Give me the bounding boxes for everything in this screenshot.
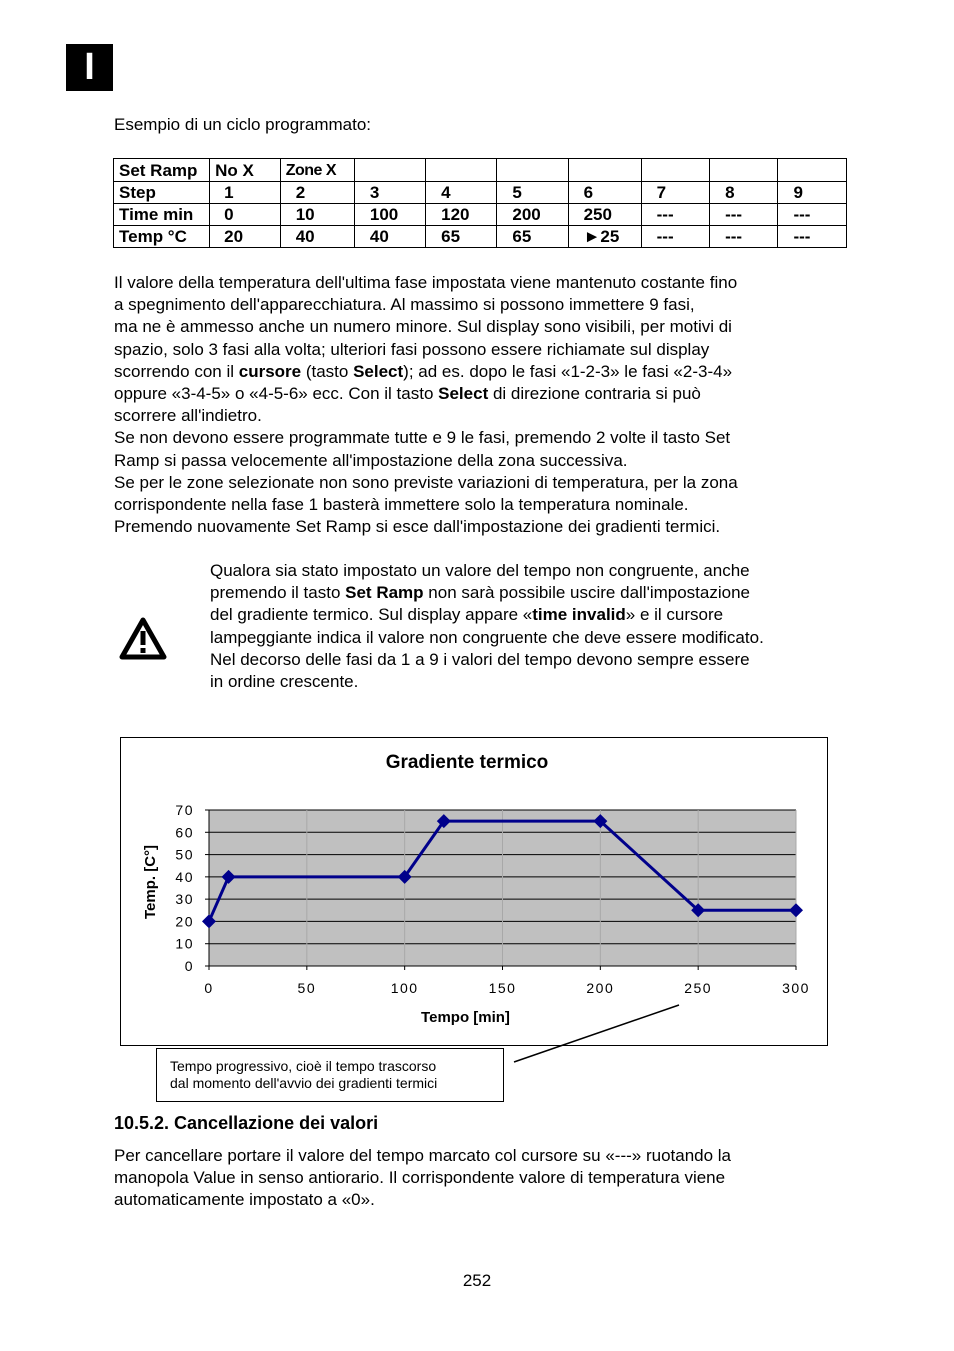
table-cell: 100 xyxy=(354,204,425,226)
table-cell: 250 xyxy=(568,204,641,226)
table-cell: 20 xyxy=(210,226,281,248)
text-run: scorrendo con il xyxy=(114,361,239,381)
table-cell: Time min xyxy=(114,204,210,226)
table-cell: 40 xyxy=(354,226,425,248)
table-cell xyxy=(280,159,354,182)
table-cell: 1 xyxy=(210,182,281,204)
table-cell: 40 xyxy=(280,226,354,248)
table-cell: 6 xyxy=(568,182,641,204)
intro-text: Esempio di un ciclo programmato: xyxy=(114,115,372,134)
text-line: Premendo nuovamente Set Ramp si esce dall'impostazione dei gradienti termici. xyxy=(114,517,721,537)
y-tick-label: 0 xyxy=(184,958,194,974)
text-line xyxy=(210,604,850,626)
text-line: scorrere all'indietro. xyxy=(114,406,262,426)
text-line: in ordine crescente. xyxy=(210,672,359,692)
table-cell: 10 xyxy=(280,204,354,226)
x-tick-label: 300 xyxy=(782,980,810,996)
text-run: ); ad es. dopo le fasi «1-2-3» le fasi «2-3-4» xyxy=(403,361,733,381)
line-chart xyxy=(121,738,827,1045)
table-cell: 9 xyxy=(778,182,847,204)
text-line xyxy=(210,582,850,604)
table-row xyxy=(114,182,847,204)
text-line xyxy=(114,361,844,383)
table-cell: --- xyxy=(641,226,709,248)
x-tick-label: 200 xyxy=(586,980,615,996)
table-cell: Set Ramp xyxy=(114,159,210,182)
text-run: (tasto xyxy=(301,361,354,381)
table-cell xyxy=(568,159,641,182)
table-cell: 5 xyxy=(497,182,568,204)
y-tick-label: 60 xyxy=(175,824,194,841)
x-tick-label: 0 xyxy=(204,980,214,996)
table-cell xyxy=(710,159,778,182)
section-paragraph xyxy=(114,1145,844,1212)
text-line: automaticamente impostato a «0». xyxy=(114,1190,375,1210)
text-line: Ramp si passa velocemente all'impostazione della zona successiva. xyxy=(114,450,628,470)
zone-label: Zone X xyxy=(285,162,337,179)
x-tick-label: 250 xyxy=(684,980,713,996)
table-cell: 4 xyxy=(426,182,497,204)
text-run: di direzione contraria si può xyxy=(488,384,701,404)
table-cell: 200 xyxy=(497,204,568,226)
text-bold: cursore xyxy=(238,361,302,381)
text-bold: Set Ramp xyxy=(345,583,424,603)
table-cell: --- xyxy=(710,204,778,226)
table-cell: Step xyxy=(114,182,210,204)
callout-pointer-line xyxy=(510,1002,685,1068)
warning-icon xyxy=(118,616,168,662)
table-row xyxy=(114,204,847,226)
section-heading: 10.5.2. Cancellazione dei valori xyxy=(114,1113,379,1133)
table-cell: 65 xyxy=(426,226,497,248)
table-cell: 3 xyxy=(354,182,425,204)
table-cell xyxy=(641,159,709,182)
text-line: manopola Value in senso antiorario. Il corrispondente valore di temperatura viene xyxy=(114,1168,726,1188)
text-run: oppure «3-4-5» o «4-5-6» ecc. Con il tasto xyxy=(114,384,439,404)
table-cell: --- xyxy=(641,204,709,226)
text-line: lampeggiante indica il valore non congruente che deve essere modificato. xyxy=(210,627,764,647)
text-run: del gradiente termico. Sul display appare « xyxy=(210,605,533,625)
table-cell: 8 xyxy=(710,182,778,204)
y-tick-label: 10 xyxy=(175,935,194,952)
text-line: Se per le zone selezionate non sono previste variazioni di temperatura, per la zona xyxy=(114,472,738,492)
x-axis-ticks xyxy=(204,966,810,996)
body-paragraph xyxy=(114,272,844,538)
text-line: Nel decorso delle fasi da 1 a 9 i valori del tempo devono sempre essere xyxy=(210,649,750,669)
table-cell: 65 xyxy=(497,226,568,248)
text-line: Tempo progressivo, cioè il tempo trascorso xyxy=(170,1058,437,1074)
table-cell xyxy=(426,159,497,182)
y-tick-label: 40 xyxy=(175,868,194,885)
table-cell: Temp °C xyxy=(114,226,210,248)
x-axis-label: Tempo [min] xyxy=(421,1009,510,1026)
text-line: Il valore della temperatura dell'ultima fase impostata viene mantenuto costante fino xyxy=(114,273,738,292)
table-cell: 0 xyxy=(210,204,281,226)
table-row xyxy=(114,226,847,248)
table-header-row xyxy=(114,159,847,182)
text-run: » e il cursore xyxy=(625,605,724,625)
page-number: 252 xyxy=(462,1271,492,1290)
text-line: Per cancellare portare il valore del tempo marcato col cursore su «---» ruotando la xyxy=(114,1146,732,1165)
table-cell xyxy=(778,159,847,182)
text-line: spazio, solo 3 fasi alla volta; ulteriori fasi possono essere richiamate sul display xyxy=(114,339,710,359)
x-tick-label: 50 xyxy=(297,980,317,996)
x-tick-label: 150 xyxy=(488,980,517,996)
table-cell: 7 xyxy=(641,182,709,204)
text-line: a spegnimento dell'apparecchiatura. Al massimo si possono immettere 9 fasi, xyxy=(114,295,695,315)
text-bold: Select xyxy=(438,384,489,404)
y-tick-label: 30 xyxy=(175,891,194,908)
table-cell: 120 xyxy=(426,204,497,226)
table-cell xyxy=(497,159,568,182)
text-line: corrispondente nella fase 1 basterà immettere solo la temperatura nominale. xyxy=(114,495,689,515)
table-cell: No X xyxy=(210,159,281,182)
text-line: Qualora sia stato impostato un valore del tempo non congruente, anche xyxy=(210,561,750,580)
text-bold: time invalid xyxy=(532,605,626,625)
y-tick-label: 70 xyxy=(175,802,194,818)
table-cell: --- xyxy=(778,226,847,248)
table-cell: 2 xyxy=(280,182,354,204)
y-axis-ticks xyxy=(175,802,209,974)
table-cell: --- xyxy=(710,226,778,248)
y-axis-label: Temp. [C°] xyxy=(142,844,159,920)
text-line: dal momento dell'avvio dei gradienti termici xyxy=(170,1075,438,1091)
text-line xyxy=(114,383,844,405)
table-cell: --- xyxy=(778,204,847,226)
x-tick-label: 100 xyxy=(390,980,419,996)
y-tick-label: 50 xyxy=(175,846,194,863)
text-bold: Select xyxy=(353,361,404,381)
text-line: ma ne è ammesso anche un numero minore. Sul display sono visibili, per motivi di xyxy=(114,317,732,337)
chart-frame xyxy=(120,737,828,1046)
table-cell xyxy=(354,159,425,182)
program-table xyxy=(113,158,847,248)
text-line: Se non devono essere programmate tutte e 9 le fasi, premendo 2 volte il tasto Set xyxy=(114,428,731,448)
y-tick-label: 20 xyxy=(175,913,194,930)
chart-title: Gradiente termico xyxy=(385,752,549,773)
callout-note xyxy=(156,1048,504,1102)
text-run: non sarà possibile uscire dall'impostazione xyxy=(423,583,750,603)
table-cell: ►25 xyxy=(568,226,641,248)
language-badge: I xyxy=(66,44,113,91)
text-run: premendo il tasto xyxy=(210,583,346,603)
warning-text xyxy=(210,560,850,693)
